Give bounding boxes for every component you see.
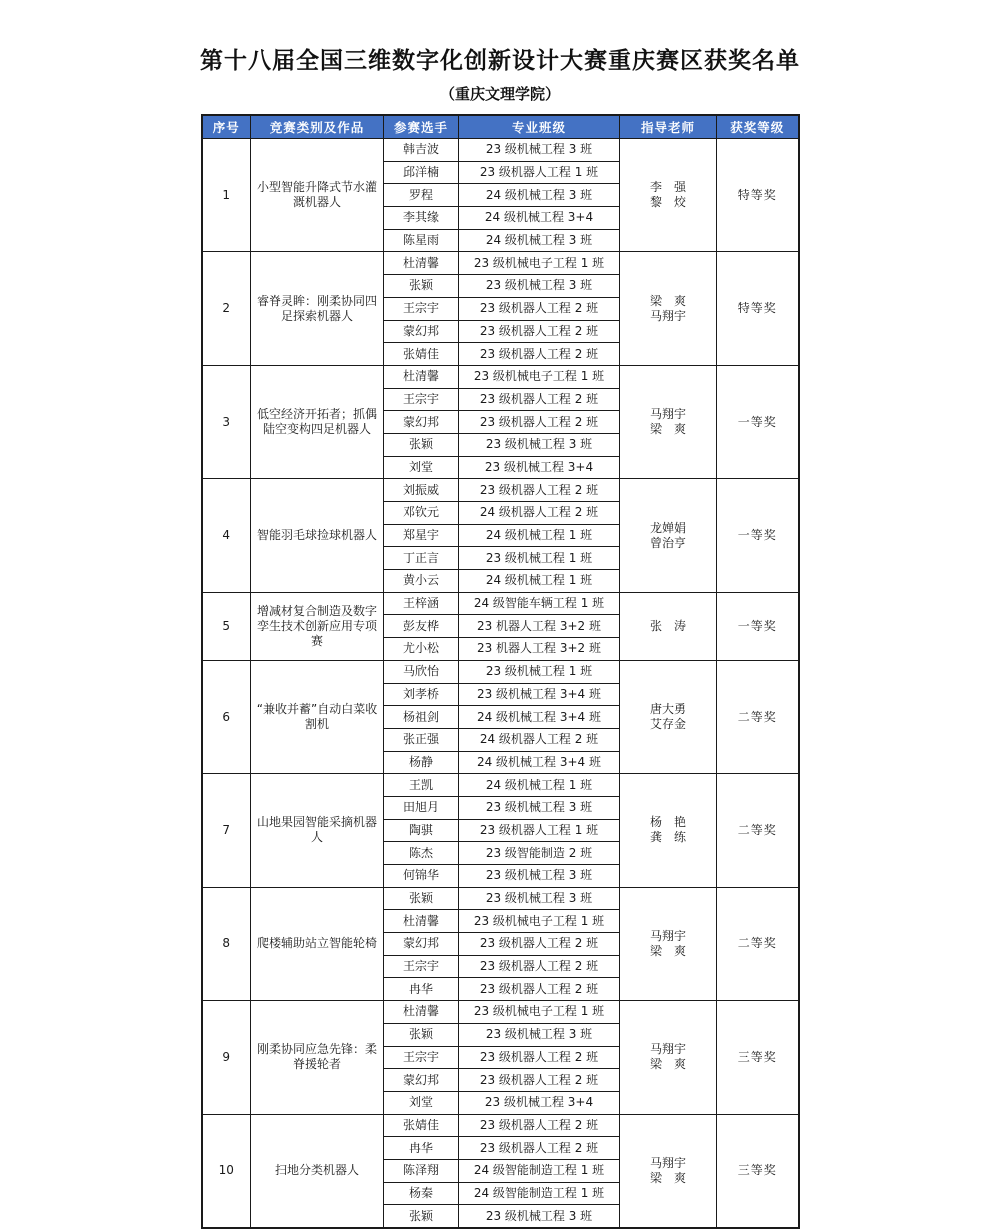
class-cell: 23 级机械工程 1 班 <box>459 547 620 570</box>
award-table-header <box>202 115 799 139</box>
class-cell: 23 级机器人工程 1 班 <box>459 819 620 842</box>
project-cell: 山地果园智能采摘机器人 <box>251 774 384 887</box>
member-name-cell: 刘孝桥 <box>384 683 459 706</box>
header-project: 竞赛类别及作品 <box>251 115 384 139</box>
member-name-cell: 杜清馨 <box>384 1001 459 1024</box>
class-cell: 23 级机械工程 3 班 <box>459 1205 620 1228</box>
member-name-cell: 邓钦元 <box>384 502 459 525</box>
teacher-name: 黎 烄 <box>649 195 686 210</box>
teacher-name: 梁 爽 <box>649 1057 686 1072</box>
class-cell: 23 级机器人工程 2 班 <box>459 297 620 320</box>
class-cell: 23 级机械工程 3 班 <box>459 139 620 162</box>
class-cell: 24 级机械工程 1 班 <box>459 524 620 547</box>
serial-cell: 9 <box>202 1001 251 1114</box>
teacher-name: 马翔宇 <box>649 407 686 422</box>
class-cell: 23 级机械电子工程 1 班 <box>459 252 620 275</box>
award-cell: 特等奖 <box>717 139 799 252</box>
class-cell: 24 级智能车辆工程 1 班 <box>459 592 620 615</box>
class-cell: 23 级机械工程 1 班 <box>459 660 620 683</box>
award-cell: 一等奖 <box>717 592 799 660</box>
member-name-cell: 陈星雨 <box>384 229 459 252</box>
member-name-cell: 黄小云 <box>384 570 459 593</box>
class-cell: 23 级机器人工程 2 班 <box>459 411 620 434</box>
member-name-cell: 王凯 <box>384 774 459 797</box>
member-name-cell: 罗程 <box>384 184 459 207</box>
member-name-cell: 杨秦 <box>384 1182 459 1205</box>
class-cell: 23 级机器人工程 2 班 <box>459 1137 620 1160</box>
teacher-name: 梁 爽 <box>649 943 686 958</box>
class-cell: 23 级机器人工程 1 班 <box>459 161 620 184</box>
class-cell: 23 级机器人工程 2 班 <box>459 978 620 1001</box>
serial-cell: 2 <box>202 252 251 365</box>
serial-cell: 6 <box>202 660 251 773</box>
class-cell: 23 级机械工程 3 班 <box>459 887 620 910</box>
teacher-cell <box>620 774 717 887</box>
teacher-name: 马翔宇 <box>649 308 686 323</box>
member-name-cell: 张婧佳 <box>384 343 459 366</box>
teacher-cell <box>620 1114 717 1228</box>
class-cell: 23 机器人工程 3+2 班 <box>459 638 620 661</box>
teacher-cell <box>620 479 717 592</box>
project-cell: 小型智能升降式节水灌溉机器人 <box>251 139 384 252</box>
teacher-cell <box>620 365 717 478</box>
class-cell: 23 级机械电子工程 1 班 <box>459 1001 620 1024</box>
member-name-cell: 张颖 <box>384 1023 459 1046</box>
class-cell: 23 级机械工程 3 班 <box>459 865 620 888</box>
project-cell: 增减材复合制造及数字孪生技术创新应用专项赛 <box>251 592 384 660</box>
member-name-cell: 何锦华 <box>384 865 459 888</box>
class-cell: 23 级机械工程 3 班 <box>459 433 620 456</box>
award-table-body <box>202 139 799 1229</box>
table-row <box>202 1001 799 1024</box>
teacher-name: 马翔宇 <box>649 1155 686 1170</box>
award-cell: 二等奖 <box>717 774 799 887</box>
header-member: 参赛选手 <box>384 115 459 139</box>
teacher-cell <box>620 660 717 773</box>
project-cell: 爬楼辅助站立智能轮椅 <box>251 887 384 1000</box>
class-cell: 23 级机械工程 3+4 <box>459 1091 620 1114</box>
member-name-cell: 杜清馨 <box>384 252 459 275</box>
class-cell: 23 级机器人工程 2 班 <box>459 1069 620 1092</box>
member-name-cell: 邱洋楠 <box>384 161 459 184</box>
award-cell: 特等奖 <box>717 252 799 365</box>
member-name-cell: 张颖 <box>384 275 459 298</box>
member-name-cell: 张正强 <box>384 728 459 751</box>
member-name-cell: 李其缘 <box>384 207 459 230</box>
class-cell: 23 级机器人工程 2 班 <box>459 479 620 502</box>
table-row <box>202 592 799 615</box>
member-name-cell: 陈杰 <box>384 842 459 865</box>
teacher-cell <box>620 139 717 252</box>
serial-cell: 3 <box>202 365 251 478</box>
class-cell: 24 级机械工程 3+4 班 <box>459 706 620 729</box>
teacher-name: 龚 练 <box>649 830 686 845</box>
project-cell: 刚柔协同应急先锋：柔脊援轮者 <box>251 1001 384 1114</box>
member-name-cell: 杜清馨 <box>384 365 459 388</box>
class-cell: 24 级机械工程 1 班 <box>459 774 620 797</box>
table-row <box>202 660 799 683</box>
member-name-cell: 郑星宇 <box>384 524 459 547</box>
class-cell: 23 级机器人工程 2 班 <box>459 1046 620 1069</box>
member-name-cell: 王宗宇 <box>384 388 459 411</box>
member-name-cell: 蒙幻邦 <box>384 411 459 434</box>
header-serial: 序号 <box>202 115 251 139</box>
project-cell: “兼收并蓄”自动白菜收割机 <box>251 660 384 773</box>
class-cell: 24 级机械工程 3 班 <box>459 184 620 207</box>
teacher-name: 龙婵娟 <box>649 520 686 535</box>
serial-cell: 4 <box>202 479 251 592</box>
table-row <box>202 774 799 797</box>
award-cell: 二等奖 <box>717 887 799 1000</box>
project-cell: 扫地分类机器人 <box>251 1114 384 1228</box>
class-cell: 23 级机械工程 3 班 <box>459 796 620 819</box>
member-name-cell: 陶骐 <box>384 819 459 842</box>
header-class: 专业班级 <box>459 115 620 139</box>
member-name-cell: 杨祖剑 <box>384 706 459 729</box>
member-name-cell: 马欣怡 <box>384 660 459 683</box>
member-name-cell: 王宗宇 <box>384 297 459 320</box>
teacher-name: 曾治亨 <box>649 535 686 550</box>
member-name-cell: 刘堂 <box>384 456 459 479</box>
teacher-cell <box>620 1001 717 1114</box>
class-cell: 23 级智能制造 2 班 <box>459 842 620 865</box>
table-row <box>202 887 799 910</box>
teacher-name: 张 涛 <box>649 618 686 633</box>
page-title: 第十八届全国三维数字化创新设计大赛重庆赛区获奖名单 <box>200 48 800 74</box>
member-name-cell: 丁正言 <box>384 547 459 570</box>
serial-cell: 8 <box>202 887 251 1000</box>
member-name-cell: 张颖 <box>384 433 459 456</box>
class-cell: 23 级机器人工程 2 班 <box>459 955 620 978</box>
table-row <box>202 252 799 275</box>
member-name-cell: 刘振威 <box>384 479 459 502</box>
teacher-name: 唐大勇 <box>649 702 686 717</box>
member-name-cell: 蒙幻邦 <box>384 933 459 956</box>
class-cell: 23 级机械工程 3 班 <box>459 1023 620 1046</box>
member-name-cell: 张婧佳 <box>384 1114 459 1137</box>
serial-cell: 1 <box>202 139 251 252</box>
member-name-cell: 蒙幻邦 <box>384 320 459 343</box>
member-name-cell: 刘堂 <box>384 1091 459 1114</box>
class-cell: 23 级机器人工程 2 班 <box>459 320 620 343</box>
member-name-cell: 王梓涵 <box>384 592 459 615</box>
member-name-cell: 杜清馨 <box>384 910 459 933</box>
member-name-cell: 冉华 <box>384 978 459 1001</box>
award-cell: 三等奖 <box>717 1114 799 1228</box>
award-cell: 一等奖 <box>717 365 799 478</box>
member-name-cell: 田旭月 <box>384 796 459 819</box>
teacher-cell <box>620 887 717 1000</box>
table-row <box>202 139 799 162</box>
teacher-cell <box>620 592 717 660</box>
teacher-name: 梁 爽 <box>649 293 686 308</box>
award-table <box>201 114 800 1229</box>
class-cell: 24 级机器人工程 2 班 <box>459 502 620 525</box>
class-cell: 24 级机械工程 1 班 <box>459 570 620 593</box>
member-name-cell: 王宗宇 <box>384 1046 459 1069</box>
member-name-cell: 陈泽翔 <box>384 1159 459 1182</box>
project-cell: 智能羽毛球捡球机器人 <box>251 479 384 592</box>
class-cell: 24 级机械工程 3+4 班 <box>459 751 620 774</box>
header-teacher: 指导老师 <box>620 115 717 139</box>
page-subtitle: （重庆文理学院） <box>439 85 560 103</box>
table-row <box>202 479 799 502</box>
class-cell: 23 级机器人工程 2 班 <box>459 1114 620 1137</box>
teacher-name: 杨 艳 <box>649 815 686 830</box>
member-name-cell: 尤小松 <box>384 638 459 661</box>
class-cell: 23 级机器人工程 2 班 <box>459 343 620 366</box>
table-row <box>202 1114 799 1137</box>
member-name-cell: 张颖 <box>384 1205 459 1228</box>
class-cell: 24 级智能制造工程 1 班 <box>459 1159 620 1182</box>
teacher-cell <box>620 252 717 365</box>
member-name-cell: 冉华 <box>384 1137 459 1160</box>
member-name-cell: 蒙幻邦 <box>384 1069 459 1092</box>
award-cell: 三等奖 <box>717 1001 799 1114</box>
class-cell: 23 级机械工程 3 班 <box>459 275 620 298</box>
class-cell: 23 级机械电子工程 1 班 <box>459 365 620 388</box>
project-cell: 睿脊灵眸：刚柔协同四足探索机器人 <box>251 252 384 365</box>
member-name-cell: 杨静 <box>384 751 459 774</box>
class-cell: 24 级机器人工程 2 班 <box>459 728 620 751</box>
class-cell: 23 级机械工程 3+4 <box>459 456 620 479</box>
class-cell: 23 级机械电子工程 1 班 <box>459 910 620 933</box>
teacher-name: 马翔宇 <box>649 1042 686 1057</box>
award-cell: 二等奖 <box>717 660 799 773</box>
class-cell: 23 级机器人工程 2 班 <box>459 388 620 411</box>
member-name-cell: 彭友桦 <box>384 615 459 638</box>
class-cell: 24 级机械工程 3+4 <box>459 207 620 230</box>
serial-cell: 10 <box>202 1114 251 1228</box>
class-cell: 24 级智能制造工程 1 班 <box>459 1182 620 1205</box>
member-name-cell: 王宗宇 <box>384 955 459 978</box>
class-cell: 24 级机械工程 3 班 <box>459 229 620 252</box>
header-award: 获奖等级 <box>717 115 799 139</box>
serial-cell: 5 <box>202 592 251 660</box>
teacher-name: 李 强 <box>649 180 686 195</box>
header-row <box>202 115 799 139</box>
serial-cell: 7 <box>202 774 251 887</box>
project-cell: 低空经济开拓者；抓偶陆空变构四足机器人 <box>251 365 384 478</box>
class-cell: 23 级机器人工程 2 班 <box>459 933 620 956</box>
member-name-cell: 张颖 <box>384 887 459 910</box>
member-name-cell: 韩吉波 <box>384 139 459 162</box>
teacher-name: 艾存金 <box>649 717 686 732</box>
class-cell: 23 机器人工程 3+2 班 <box>459 615 620 638</box>
class-cell: 23 级机械工程 3+4 班 <box>459 683 620 706</box>
table-row <box>202 365 799 388</box>
teacher-name: 梁 爽 <box>649 1170 686 1185</box>
teacher-name: 马翔宇 <box>649 928 686 943</box>
teacher-name: 梁 爽 <box>649 422 686 437</box>
award-cell: 一等奖 <box>717 479 799 592</box>
